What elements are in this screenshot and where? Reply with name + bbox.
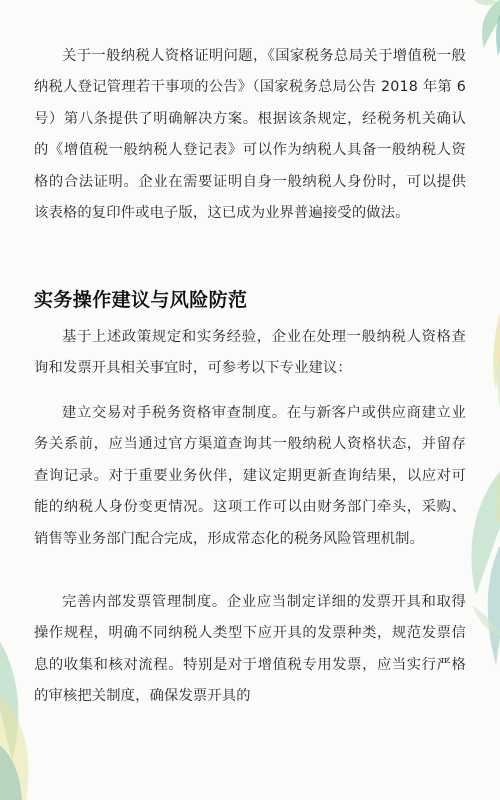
paragraph-intro-suggestions: 基于上述政策规定和实务经验，企业在处理一般纳税人资格查询和发票开具相关事宜时，可参考以下专业建议：	[34, 329, 466, 377]
paragraph-invoice-management: 完善内部发票管理制度。企业应当制定详细的发票开具和取得操作规程，明确不同纳税人类型下应开具的发票种类，规范发票信息的收集和核对流程。特别是对于增值税专用发票，应当实行严格的审核把关制度，确保发票开具的	[34, 594, 466, 705]
paragraph-counterparty-review: 建立交易对手税务资格审查制度。在与新客户或供应商建立业务关系前，应当通过官方渠道查询其一般纳税人资格状态，并留存查询记录。对于重要业务伙伴，建议定期更新查询结果，以应对可能的纳税人身份变更情况。这项工作可以由财务部门牵头，采购、销售等业务部门配合完成，形成常态化的税务风险管理机制。	[34, 405, 466, 547]
section-heading: 实务操作建议与风险防范	[34, 289, 248, 311]
paragraph-qualification-proof: 关于一般纳税人资格证明问题，《国家税务总局关于增值税一般纳税人登记管理若干事项的公告》（国家税务总局公告 2018 年第 6 号）第八条提供了明确解决方案。根据该条规定，经税务机关确认的《增值税一般纳税人登记表》可以作为纳税人具备一般纳税人资格的合法证明。企业在需要证明自身一般纳税人身份时，可以提供该表格的复印件或电子版，这已成为业界普遍接受的做法。	[34, 48, 466, 222]
